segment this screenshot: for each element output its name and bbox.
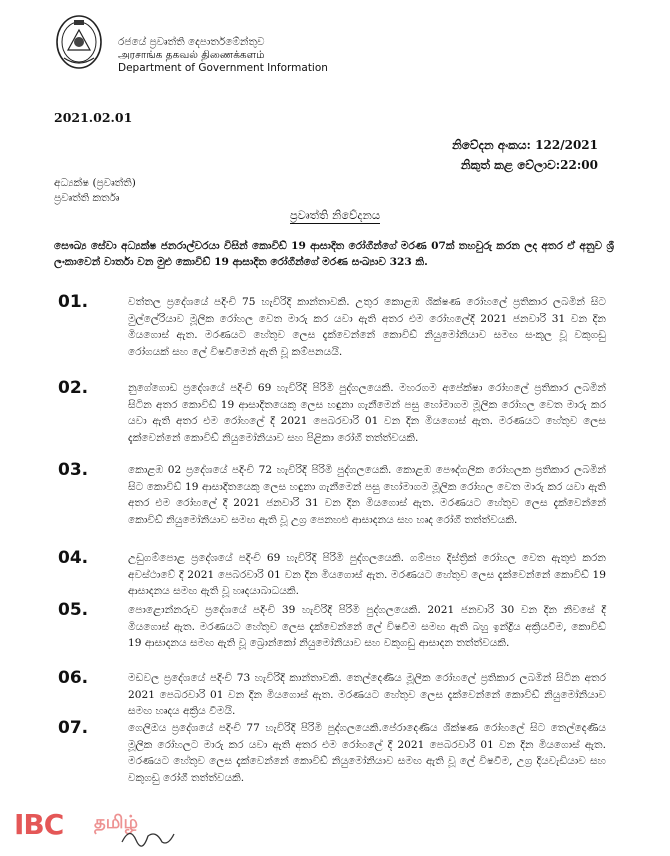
recipient-line-2: ප්‍රවෘත්ති කර්තෘ <box>54 192 120 204</box>
item-text: පොළොන්නරුව ප්‍රදේශයේ පදිංචි 39 හැවිරිදි පිරිමි පුද්ගලයෙකි. 2021 ජනවාරි 30 වන දින නිවසේ දී මියගොස් ඇත. මරණයට හේතුව ලෙස දැක්වෙන්නේ ලේ විෂවීම සමඟ ඇති බහු ඉන්ද්‍රිය අක්‍රියවීම, කොවිඩ් 19 ආසාදනය සමඟ ඇති වූ බ්‍රොන්කෝ නියුමෝනියාව සහ වකුගඩු ආසාදන තත්ත්වයකි. <box>128 604 606 649</box>
item-text: වත්තල ප්‍රදේශයේ පදිංචි 75 හැවිරිදි කාන්තාවකි. උතුර කොළඹ ශික්ෂණ රෝහලේ ප්‍රතිකාර ලබමින් සිට මුල්ලේරියාව මූලික රෝහල වෙත මාරු කර යවා ඇති අතර එම රෝහලේදී 2021 ජනවාරි 31 වන දින මියගොස් ඇත. මරණයට හේතුව ලෙස දැක්වෙන්නේ කොවිඩ් නියුමෝනියාව සමඟ සංකූල වූ වකුගඩු රෝගයක් සහ ලේ විෂවීමෙන් ඇති වූ කම්පනයයි. <box>128 296 606 358</box>
item-number: 07. <box>58 718 89 738</box>
ibc-watermark-logo: IBC <box>14 808 64 841</box>
item-number: 06. <box>58 668 89 688</box>
item-text: නුගේගොඩ ප්‍රදේශයේ පදිංචි 69 හැවිරිදි පිරිමි පුද්ගලයෙකි. මහරගම අපේක්ෂා රෝහලේ ප්‍රතිකාර ලබමින් සිටින අතර කොවිඩ් 19 ආසාදිතයෙකු ලෙස හඳුනා ගැනීමෙන් පසු හෝමාගම මූලික රෝහල වෙත මාරු කර යවා ඇති අතර එම රෝහලේ දී 2021 පෙබරවාරි 01 වන දින මියගොස් ඇත. මරණයට හේතුව ලෙස දැක්වෙන්නේ කොවිඩ් නියුමෝනියාව සහ පිළිකා රෝගී තත්ත්වයකි. <box>128 382 606 444</box>
item-text: මඩවල ප්‍රදේශයේ පදිංචි 73 හැවිරිදි කාන්තාවකි. තෙල්දෙණිය මූලික රෝහලේ ප්‍රතිකාර ලබමින් සිටින අතර 2021 පෙබරවාරි 01 වන දින මියගොස් ඇත. මරණයට හේතුව ලෙස දැක්වෙන්නේ කොවිඩ් නියුමෝනියාව සමඟ හෘදය අක්‍රිය වීමයි. <box>128 672 606 717</box>
header-dept-english: Department of Government Information <box>118 62 328 74</box>
item-number: 01. <box>58 292 89 312</box>
document-title-text: ප්‍රවෘත්ති නිවේදනය <box>289 208 381 222</box>
release-time: නිකුත් කළ වේලාව:22:00 <box>460 158 598 172</box>
release-number: නිවේදන අංකය: 122/2021 <box>451 138 598 152</box>
ibc-watermark-tamil: தமிழ் <box>94 812 138 833</box>
header-dept-sinhala: රජයේ ප්‍රවෘත්ති දෙපාර්තමේන්තුව <box>118 36 265 48</box>
document-title <box>0 208 670 223</box>
item-number: 04. <box>58 548 89 568</box>
header-dept-tamil: அரசாங்க தகவல் திணைக்களம் <box>118 49 265 61</box>
intro-paragraph: සෞඛ්‍ය සේවා අධ්‍යක්ෂ ජනරාල්වරයා විසින් කොවිඩ් 19 ආසාදිත රෝගීන්ගේ මරණ 07ක් තහවුරු කරන ලද අතර ඒ අනුව ශ්‍රී ලංකාවෙන් වාර්තා වන මුළු කොවිඩ් 19 ආසාදිත රෝගීන්ගේ මරණ සංඛ්‍යාව 323 කි. <box>54 240 614 268</box>
item-number: 02. <box>58 378 89 398</box>
government-emblem-icon <box>54 12 104 72</box>
recipient-line-1: අධ්‍යක්ෂ (ප්‍රවෘත්ති) <box>54 177 136 189</box>
item-number: 05. <box>58 600 89 620</box>
item-text: කොළඹ 02 ප්‍රදේශයේ පදිංචි 72 හැවිරිදි පිරිමි පුද්ගලයෙකි. කොළඹ පෞද්ගලික රෝහලක ප්‍රතිකාර ලබමින් සිට කොවිඩ් 19 ආසාදිතයෙකු ලෙස හඳුනා ගැනීමෙන් පසු හෝමාගම මූලික රෝහල වෙත මාරු කර යවා ඇති අතර එම රෝහලේ දී 2021 ජනවාරි 31 වන දින මියගොස් ඇත. මරණයට හේතුව ලෙස දැක්වෙන්නේ කොවිඩ් නියුමෝනියාව සමඟ ඇති වූ උග්‍ර පෙනහළු ආසාදනය සහ හෘද රෝගී තත්ත්වයකි. <box>128 464 606 526</box>
item-text: උඩුගම්පොළ ප්‍රදේශයේ පදිංචි 69 හැවිරිදි පිරිමි පුද්ගලයෙකි. ගම්පහ දිස්ත්‍රික් රෝහල වෙත ඇතුළු කරන අවස්ථාවේ දී 2021 පෙබරවාරි 01 වන දින මියගොස් ඇත. මරණයට හේතුව ලෙස දැක්වෙන්නේ කොවිඩ් 19 ආසාදනය සමඟ ඇති වූ හෘදයාබාධයකි. <box>128 552 606 597</box>
item-text: ගෙලිඔය ප්‍රදේශයේ පදිංචි 77 හැවිරිදි පිරිමි පුද්ගලයෙකි.පේරාදෙණිය ශික්ෂණ රෝහලේ සිට තෙල්දෙණිය මූලික රෝහලට මාරු කර යවා ඇති අතර එම රෝහලේ දී 2021 පෙබරවාරි 01 වන දින මියගොස් ඇත. මරණයට හේතුව ලෙස දැක්වෙන්නේ කොවිඩ් නියුමෝනියාව සමඟ ඇති වූ ලේ විෂවීම, උග්‍ර දියවැඩියාව සහ වකුගඩු රෝගී තත්ත්වයකි. <box>128 722 606 784</box>
release-date: 2021.02.01 <box>54 110 133 125</box>
signature-icon <box>118 822 178 850</box>
item-number: 03. <box>58 460 89 480</box>
